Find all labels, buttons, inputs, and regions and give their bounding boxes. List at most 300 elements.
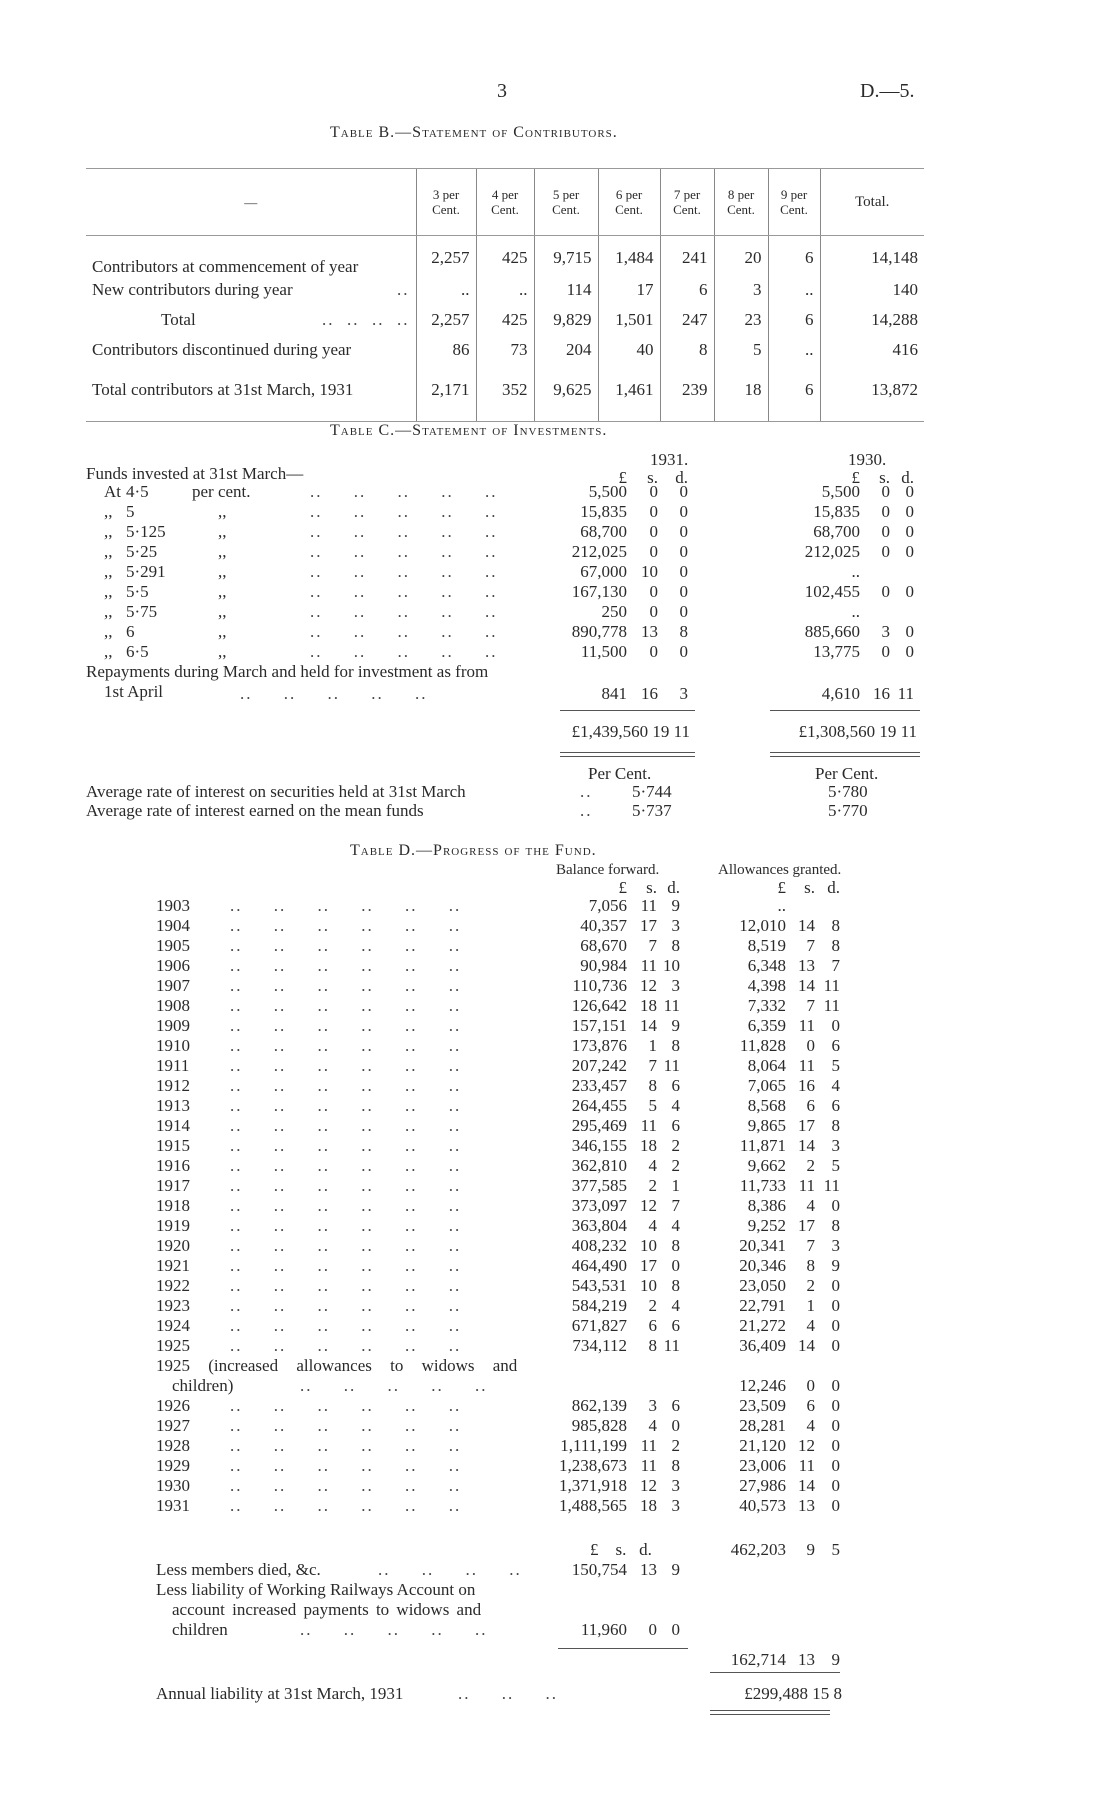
pounds-cell: 173,876 (571, 1036, 627, 1055)
shillings-cell: 8 (648, 1336, 657, 1355)
pounds-cell: 207,242 (571, 1056, 627, 1075)
pence-cell: 6 (671, 1396, 680, 1415)
shilling-header-balance: s. (646, 878, 657, 897)
pence-cell: 1 (671, 1176, 680, 1195)
balance-forward-header: Balance forward. (556, 862, 660, 878)
rate-prefix: At (104, 482, 121, 501)
pounds-cell: 671,827 (571, 1316, 627, 1335)
shillings-cell: 0 (649, 542, 658, 561)
leader-dots: .. (580, 782, 593, 801)
allowances-header: Allowances granted. (718, 862, 842, 878)
pounds-cell: 11,960 (580, 1620, 627, 1639)
leader-dots: .. .. .. .. .. .. (230, 1416, 462, 1435)
cell: 23 (714, 300, 768, 340)
year-cell: 1908 (156, 996, 190, 1015)
cell: 204 (534, 340, 598, 360)
pounds-cell: 6,359 (747, 1016, 786, 1035)
year-cell: 1906 (156, 956, 190, 975)
shillings-cell: 0 (881, 502, 890, 521)
shillings-cell: 11 (798, 1056, 815, 1075)
shillings-cell: 11 (640, 1456, 657, 1475)
rate-prefix: ,, (104, 542, 113, 561)
table-c-title: Table C.—Statement of Investments. (330, 422, 608, 439)
annual-liability-label: Annual liability at 31st March, 1931 (156, 1684, 404, 1703)
shillings-cell: 11 (640, 1436, 657, 1455)
pounds-cell: 27,986 (739, 1476, 786, 1495)
pence-cell: 5 (831, 1056, 840, 1075)
pounds-cell: 264,455 (571, 1096, 627, 1115)
year-cell: 1929 (156, 1456, 190, 1475)
pounds-cell: 40,573 (739, 1496, 786, 1515)
year-cell: 1926 (156, 1396, 190, 1415)
shillings-cell: 7 (806, 1236, 815, 1255)
table-row (86, 280, 924, 300)
pounds-cell: 40,357 (580, 916, 627, 935)
pounds-cell: 5,500 (588, 482, 627, 501)
year-cell: 1923 (156, 1296, 190, 1315)
shillings-cell: 0 (806, 1036, 815, 1055)
shillings-cell: 3 (881, 622, 890, 641)
cell: 1,484 (598, 236, 660, 280)
leader-dots: .. .. .. .. .. .. (230, 1316, 462, 1335)
pounds-cell: 377,585 (571, 1176, 627, 1195)
pence-cell: 9 (671, 1016, 680, 1035)
year-cell: 1922 (156, 1276, 190, 1295)
row-label: Contributors discontinued during year (92, 339, 352, 359)
table-row (86, 360, 924, 422)
leader-dots: .. .. .. .. .. .. (230, 1216, 462, 1235)
leader-dots: .. .. .. .. .. .. (230, 1076, 462, 1095)
pounds-cell: 885,660 (804, 622, 860, 641)
cell: 1,501 (598, 300, 660, 340)
shillings-cell: 3 (648, 1396, 657, 1415)
pence-cell: 11 (897, 684, 914, 703)
year-cell: 1919 (156, 1216, 190, 1235)
pence-cell: 0 (831, 1296, 840, 1315)
pounds-cell: 167,130 (571, 582, 627, 601)
cell: 2,257 (416, 236, 476, 280)
leader-dots: .. .. .. .. .. .. (230, 1056, 462, 1075)
rate-value: 6 (126, 622, 135, 641)
leader-dots: .. .. .. .. .. .. (230, 1036, 462, 1055)
cell: 1,461 (598, 360, 660, 422)
rate-unit: ,, (218, 562, 227, 581)
pound-header-allowances: £ (777, 878, 786, 897)
pounds-cell: 23,006 (739, 1456, 786, 1475)
pence-cell: 11 (663, 1056, 680, 1075)
leader-dots: .. .. .. .. .. (300, 1376, 488, 1395)
shillings-cell: 13 (798, 1496, 815, 1515)
leader-dots: .. .. .. .. .. (310, 642, 498, 661)
pence-cell: 0 (831, 1276, 840, 1295)
rate-unit: ,, (218, 642, 227, 661)
shillings-cell: 11 (640, 896, 657, 915)
pence-cell: 3 (831, 1236, 840, 1255)
year-cell: 1905 (156, 936, 190, 955)
pence-cell: 0 (679, 522, 688, 541)
shillings-cell: 12 (640, 1196, 657, 1215)
cell: 86 (416, 340, 476, 360)
pence-cell: 0 (831, 1336, 840, 1355)
pounds-cell: 212,025 (571, 542, 627, 561)
cell: 9,829 (534, 300, 598, 340)
rate-prefix: ,, (104, 522, 113, 541)
leader-dots: .. .. .. .. .. (310, 522, 498, 541)
shillings-cell: 17 (640, 1256, 657, 1275)
pence-cell: 8 (831, 936, 840, 955)
pence-cell: 0 (671, 1416, 680, 1435)
year-cell: 1924 (156, 1316, 190, 1335)
pounds-cell: 150,754 (571, 1560, 627, 1579)
row-label: Contributors at commencement of year (92, 256, 359, 276)
pounds-cell: 890,778 (571, 622, 627, 641)
pounds-cell: 68,700 (580, 522, 627, 541)
rate-value: 5·25 (126, 542, 158, 561)
year-cell: 1920 (156, 1236, 190, 1255)
pounds-cell: 68,700 (813, 522, 860, 541)
pence-cell: 8 (831, 1216, 840, 1235)
rate-value: 4·5 (126, 482, 149, 501)
cell: 239 (660, 360, 714, 422)
pence-cell: 4 (671, 1096, 680, 1115)
pounds-cell: 1,371,918 (559, 1476, 627, 1495)
leader-dots: .. .. .. .. .. (310, 562, 498, 581)
leader-dots: .. .. .. .. .. .. (230, 1476, 462, 1495)
shillings-cell: 6 (806, 1396, 815, 1415)
year-1931-header: 1931. (650, 450, 689, 469)
shillings-cell: 16 (798, 1076, 815, 1095)
shillings-cell: 2 (806, 1276, 815, 1295)
pence-cell: 7 (671, 1196, 680, 1215)
pence-header-1931: d. (675, 468, 688, 487)
row-label-text: New contributors during year (92, 279, 293, 299)
pence-cell: 10 (663, 956, 680, 975)
row-label: Total contributors at 31st March, 1931 (86, 360, 416, 422)
year-1930-header: 1930. (848, 450, 887, 469)
cell: 416 (820, 340, 924, 360)
pounds-cell: 5,500 (821, 482, 860, 501)
cell: .. (768, 280, 820, 300)
increased-allowances-label-line1: 1925 (increased allowances to widows and (156, 1356, 518, 1375)
shillings-cell: 18 (640, 1496, 657, 1515)
pounds-cell: 543,531 (571, 1276, 627, 1295)
shillings-cell: 4 (648, 1216, 657, 1235)
rate-prefix: ,, (104, 582, 113, 601)
shillings-cell: 18 (640, 1136, 657, 1155)
avg-rate-securities-1931: 5·744 (632, 782, 672, 801)
shillings-cell: 17 (798, 1216, 815, 1235)
leader-dots: .. .. .. .. .. (240, 684, 428, 703)
pounds-cell: 362,810 (571, 1156, 627, 1175)
pence-cell: 4 (831, 1076, 840, 1095)
cell: 425 (476, 300, 534, 340)
shillings-cell: 2 (806, 1156, 815, 1175)
shillings-cell: 14 (640, 1016, 657, 1035)
rate-prefix: ,, (104, 622, 113, 641)
year-cell: 1931 (156, 1496, 190, 1515)
pence-header-1930: d. (901, 468, 914, 487)
pence-cell: 0 (831, 1476, 840, 1495)
shillings-cell: 7 (648, 936, 657, 955)
year-cell: 1930 (156, 1476, 190, 1495)
pence-cell: 8 (671, 936, 680, 955)
pence-cell: 8 (831, 1116, 840, 1135)
pounds-cell: 8,568 (747, 1096, 786, 1115)
year-cell: 1914 (156, 1116, 190, 1135)
pounds-cell: 110,736 (572, 976, 627, 995)
pounds-cell: 734,112 (572, 1336, 627, 1355)
leader-dots: .. .. .. .. .. .. (230, 1236, 462, 1255)
cell: 352 (476, 360, 534, 422)
pence-cell: 11 (823, 976, 840, 995)
cell: 140 (820, 280, 924, 300)
rate-prefix: ,, (104, 602, 113, 621)
leader-dots: .. .. .. .. .. (310, 542, 498, 561)
year-cell: 1903 (156, 896, 190, 915)
year-cell: 1918 (156, 1196, 190, 1215)
pence-cell: 11 (663, 1336, 680, 1355)
leader-dots: .. .. .. .. .. .. (230, 916, 462, 935)
rate-unit: ,, (218, 502, 227, 521)
pounds-cell: 11,871 (739, 1136, 786, 1155)
shillings-cell: 11 (640, 956, 657, 975)
cell: 3 (714, 280, 768, 300)
pounds-cell: 9,662 (747, 1156, 786, 1175)
less-died-label: Less members died, &c. (156, 1560, 321, 1579)
total-double-rule-1931 (560, 752, 695, 757)
shillings-cell: 8 (648, 1076, 657, 1095)
pounds-cell: 15,835 (580, 502, 627, 521)
table-b-column-header: 5 per Cent. (534, 169, 598, 236)
shillings-cell: 1 (806, 1296, 815, 1315)
pounds-cell: 1,111,199 (560, 1436, 627, 1455)
leader-dots: .. .. .. .. (322, 309, 410, 329)
table-b-column-header: 4 per Cent. (476, 169, 534, 236)
cell: 9,625 (534, 360, 598, 422)
cell: 73 (476, 340, 534, 360)
shillings-cell: 4 (648, 1416, 657, 1435)
avg-rate-mean-label: Average rate of interest earned on the mean funds (86, 801, 424, 820)
shillings-cell: 10 (640, 1236, 657, 1255)
pence-cell: 4 (671, 1216, 680, 1235)
pounds-cell: 7,332 (747, 996, 786, 1015)
pence-cell: 0 (905, 502, 914, 521)
pence-cell: 8 (671, 1456, 680, 1475)
pounds-cell: 462,203 (730, 1540, 786, 1559)
pounds-cell: 9,865 (747, 1116, 786, 1135)
pounds-cell: 22,791 (739, 1296, 786, 1315)
cell: 14,148 (820, 236, 924, 280)
pounds-cell: 408,232 (571, 1236, 627, 1255)
pounds-cell: .. (777, 896, 786, 915)
shillings-cell: 0 (649, 482, 658, 501)
shillings-cell: 13 (798, 956, 815, 975)
pounds-cell: 157,151 (571, 1016, 627, 1035)
pence-cell: 2 (671, 1436, 680, 1455)
pounds-cell: 11,828 (739, 1036, 786, 1055)
leader-dots: .. .. .. .. .. .. (230, 996, 462, 1015)
table-d-title: Table D.—Progress of the Fund. (350, 842, 597, 859)
leader-dots: .. (397, 279, 410, 299)
shillings-cell: 7 (806, 936, 815, 955)
leader-dots: .. .. .. .. .. (300, 1620, 488, 1639)
pence-cell: 0 (671, 1620, 680, 1639)
year-cell: 1928 (156, 1436, 190, 1455)
rate-unit: ,, (218, 582, 227, 601)
shillings-cell: 0 (806, 1376, 815, 1395)
pounds-cell: .. (851, 562, 860, 581)
year-cell: 1909 (156, 1016, 190, 1035)
year-cell: 1925 (156, 1336, 190, 1355)
pounds-cell: 36,409 (739, 1336, 786, 1355)
leader-dots: .. .. .. .. .. .. (230, 896, 462, 915)
pounds-cell: 11,500 (580, 642, 627, 661)
pounds-cell: 4,398 (747, 976, 786, 995)
shillings-cell: 9 (806, 1540, 815, 1559)
shillings-cell: 14 (798, 1336, 815, 1355)
pounds-cell: 21,272 (739, 1316, 786, 1335)
pounds-cell: .. (851, 602, 860, 621)
table-row (86, 236, 924, 280)
shillings-cell: 8 (806, 1256, 815, 1275)
table-b-column-header: 7 per Cent. (660, 169, 714, 236)
funds-heading: Funds invested at 31st March— (86, 464, 304, 483)
document-reference: D.—5. (860, 80, 915, 102)
cell: 6 (660, 280, 714, 300)
shillings-cell: 0 (649, 582, 658, 601)
rate-value: 5·291 (126, 562, 166, 581)
pound-header-balance: £ (618, 878, 627, 897)
pence-cell: 8 (671, 1276, 680, 1295)
pence-cell: 11 (823, 996, 840, 1015)
pence-cell: 8 (671, 1236, 680, 1255)
less-liability-label-line2: account increased payments to widows and (172, 1600, 482, 1619)
rate-value: 5·125 (126, 522, 166, 541)
pounds-cell: 6,348 (747, 956, 786, 975)
pounds-cell: 584,219 (571, 1296, 627, 1315)
pence-cell: 0 (831, 1416, 840, 1435)
cell: 18 (714, 360, 768, 422)
pence-cell: 11 (663, 996, 680, 1015)
total-double-rule-1930 (770, 752, 920, 757)
pounds-cell: 23,509 (739, 1396, 786, 1415)
pence-cell: 3 (679, 684, 688, 703)
pence-cell: 0 (679, 542, 688, 561)
shillings-cell: 16 (641, 684, 658, 703)
pence-cell: 9 (831, 1256, 840, 1275)
cell: 247 (660, 300, 714, 340)
table-b (86, 168, 924, 422)
pounds-cell: 233,457 (571, 1076, 627, 1095)
pounds-cell: 28,281 (739, 1416, 786, 1435)
cell: 241 (660, 236, 714, 280)
sum-currency-header: £ s. d. (590, 1540, 652, 1559)
table-b-column-header: 6 per Cent. (598, 169, 660, 236)
pence-header-allowances: d. (827, 878, 840, 897)
cell: .. (416, 280, 476, 300)
pounds-cell: 68,670 (580, 936, 627, 955)
rate-unit: ,, (218, 622, 227, 641)
rate-prefix: ,, (104, 502, 113, 521)
pounds-cell: 295,469 (571, 1116, 627, 1135)
shillings-cell: 16 (873, 684, 890, 703)
shillings-cell: 7 (806, 996, 815, 1015)
pounds-cell: 90,984 (580, 956, 627, 975)
pounds-cell: 346,155 (571, 1136, 627, 1155)
leader-dots: .. .. .. .. .. .. (230, 1256, 462, 1275)
table-b-column-header: 9 per Cent. (768, 169, 820, 236)
pence-cell: 2 (671, 1156, 680, 1175)
shillings-cell: 10 (640, 1276, 657, 1295)
pence-cell: 0 (905, 582, 914, 601)
rate-value: 5 (126, 502, 135, 521)
cell: 5 (714, 340, 768, 360)
pounds-cell: 162,714 (730, 1650, 786, 1669)
row-label (86, 300, 416, 340)
pounds-cell: 8,519 (747, 936, 786, 955)
pounds-cell: 126,642 (571, 996, 627, 1015)
leader-dots: .. .. .. .. .. .. (230, 1096, 462, 1115)
pence-cell: 0 (679, 482, 688, 501)
pounds-cell: 67,000 (580, 562, 627, 581)
shillings-cell: 11 (798, 1176, 815, 1195)
pence-cell: 11 (823, 1176, 840, 1195)
pence-cell: 0 (831, 1456, 840, 1475)
pounds-cell: 15,835 (813, 502, 860, 521)
leader-dots: .. .. .. .. .. .. (230, 976, 462, 995)
pence-cell: 3 (671, 1476, 680, 1495)
subtotal-rule-1931 (560, 710, 695, 711)
leader-dots: .. .. .. .. .. .. (230, 1176, 462, 1195)
table-b-column-header: Total. (820, 169, 924, 236)
table-b-column-header: 8 per Cent. (714, 169, 768, 236)
pounds-cell: 12,010 (739, 916, 786, 935)
leader-dots: .. .. .. .. .. .. (230, 1496, 462, 1515)
pence-cell: 0 (671, 1256, 680, 1275)
total-1931: £1,439,560 19 11 (571, 722, 690, 741)
shillings-cell: 17 (798, 1116, 815, 1135)
pence-cell: 5 (831, 1156, 840, 1175)
table-b-title: Table B.—Statement of Contributors. (330, 124, 618, 141)
leader-dots: .. .. .. .. .. .. (230, 1116, 462, 1135)
cell: 14,288 (820, 300, 924, 340)
shillings-cell: 0 (649, 522, 658, 541)
pence-cell: 0 (831, 1376, 840, 1395)
year-cell: 1904 (156, 916, 190, 935)
rate-prefix: ,, (104, 562, 113, 581)
year-cell: 1910 (156, 1036, 190, 1055)
total-1930: £1,308,560 19 11 (798, 722, 917, 741)
leader-dots: .. .. .. .. .. .. (230, 936, 462, 955)
shillings-cell: 13 (798, 1650, 815, 1669)
table-b-blank-header: — (86, 169, 416, 236)
shillings-cell: 4 (806, 1416, 815, 1435)
pence-cell: 0 (679, 602, 688, 621)
year-cell: 1915 (156, 1136, 190, 1155)
pence-header-balance: d. (667, 878, 680, 897)
shillings-cell: 13 (641, 622, 658, 641)
pence-cell: 0 (831, 1016, 840, 1035)
shillings-cell: 12 (640, 976, 657, 995)
cell: 6 (768, 300, 820, 340)
pounds-cell: 985,828 (571, 1416, 627, 1435)
year-cell: 1907 (156, 976, 190, 995)
cell: 8 (660, 340, 714, 360)
leader-dots: .. .. .. (458, 1684, 558, 1703)
shillings-cell: 12 (798, 1436, 815, 1455)
pounds-cell: 20,341 (739, 1236, 786, 1255)
cell: 2,171 (416, 360, 476, 422)
